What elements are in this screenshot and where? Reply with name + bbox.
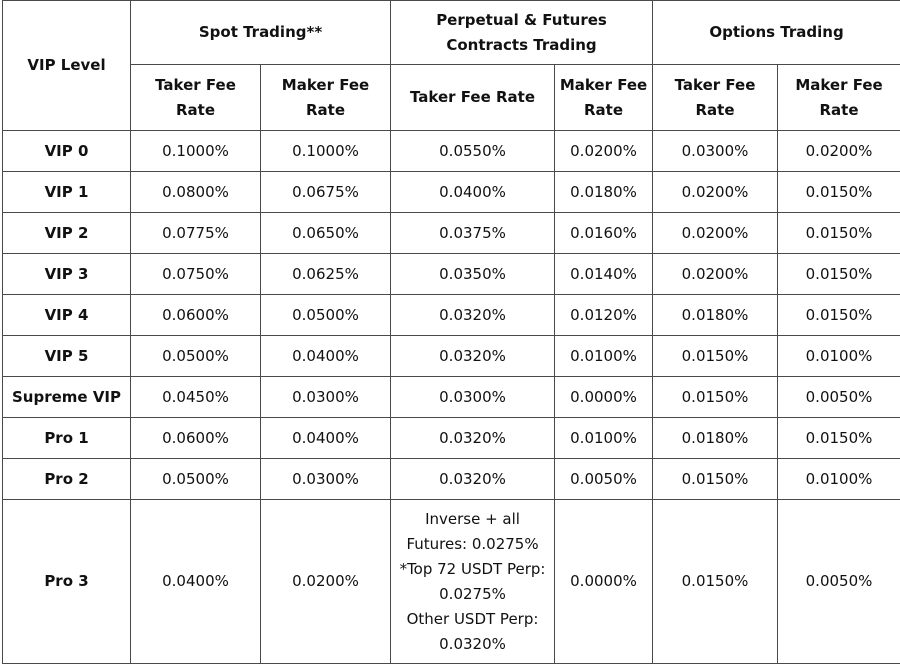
table-row: [3, 172, 900, 213]
perp-taker-cell: 0.0375%: [391, 213, 555, 254]
perp-taker-cell: 0.0320%: [391, 295, 555, 336]
perp-taker-cell: 0.0350%: [391, 254, 555, 295]
vip-level-header: VIP Level: [3, 1, 131, 131]
table-row: [3, 213, 900, 254]
spot-maker-cell: 0.0400%: [261, 418, 391, 459]
perp-taker-line: Futures: 0.0275%: [406, 534, 539, 553]
spot-maker-cell: 0.0200%: [261, 500, 391, 664]
spot-taker-cell: 0.0600%: [131, 295, 261, 336]
spot-taker-cell: 0.1000%: [131, 131, 261, 172]
spot-taker-cell: 0.0450%: [131, 377, 261, 418]
options-taker-cell: 0.0200%: [653, 213, 778, 254]
table-row: [3, 377, 900, 418]
spot-trading-header: Spot Trading**: [131, 1, 391, 65]
perp-taker-cell: 0.0300%: [391, 377, 555, 418]
spot-taker-cell: 0.0600%: [131, 418, 261, 459]
options-maker-cell: 0.0200%: [778, 131, 900, 172]
perp-maker-cell: 0.0100%: [555, 418, 653, 459]
spot-maker-cell: 0.0300%: [261, 377, 391, 418]
spot-maker-cell: 0.0625%: [261, 254, 391, 295]
table-row: [3, 131, 900, 172]
spot-maker-cell: 0.1000%: [261, 131, 391, 172]
options-maker-cell: 0.0100%: [778, 336, 900, 377]
options-taker-cell: 0.0200%: [653, 172, 778, 213]
options-maker-cell: 0.0100%: [778, 459, 900, 500]
perpetual-futures-header: Perpetual & Futures Contracts Trading: [391, 1, 653, 65]
header-sub-row: [3, 65, 900, 131]
options-maker-cell: 0.0150%: [778, 418, 900, 459]
perp-maker-cell: 0.0100%: [555, 336, 653, 377]
spot-maker-cell: 0.0675%: [261, 172, 391, 213]
spot-maker-cell: 0.0300%: [261, 459, 391, 500]
level-cell: Supreme VIP: [3, 377, 131, 418]
table-row: [3, 295, 900, 336]
options-maker-cell: 0.0050%: [778, 377, 900, 418]
level-cell: VIP 2: [3, 213, 131, 254]
options-taker-cell: 0.0150%: [653, 377, 778, 418]
options-taker-fee-header: Taker Fee Rate: [653, 65, 778, 131]
spot-taker-cell: 0.0400%: [131, 500, 261, 664]
perp-maker-cell: 0.0050%: [555, 459, 653, 500]
perp-taker-cell: 0.0320%: [391, 459, 555, 500]
spot-taker-cell: 0.0775%: [131, 213, 261, 254]
options-taker-cell: 0.0150%: [653, 336, 778, 377]
level-cell: VIP 0: [3, 131, 131, 172]
perp-taker-cell: 0.0400%: [391, 172, 555, 213]
options-taker-cell: 0.0300%: [653, 131, 778, 172]
perp-taker-line: *Top 72 USDT Perp:: [399, 559, 546, 578]
perp-taker-fee-header: Taker Fee Rate: [391, 65, 555, 131]
level-cell: VIP 3: [3, 254, 131, 295]
perp-taker-line: Other USDT Perp:: [406, 609, 539, 628]
level-cell: Pro 1: [3, 418, 131, 459]
options-taker-cell: 0.0150%: [653, 459, 778, 500]
perp-taker-cell: 0.0320%: [391, 336, 555, 377]
options-maker-cell: 0.0150%: [778, 213, 900, 254]
perp-maker-cell: 0.0200%: [555, 131, 653, 172]
perp-taker-line: 0.0275%: [439, 584, 506, 603]
perp-maker-cell: 0.0180%: [555, 172, 653, 213]
perp-taker-cell: 0.0320%: [391, 418, 555, 459]
options-taker-cell: 0.0200%: [653, 254, 778, 295]
perp-maker-cell: 0.0000%: [555, 500, 653, 664]
perp-taker-cell: 0.0550%: [391, 131, 555, 172]
level-cell: VIP 4: [3, 295, 131, 336]
header-group-row: [3, 1, 900, 65]
table-row: [3, 418, 900, 459]
options-maker-cell: 0.0150%: [778, 254, 900, 295]
options-maker-cell: 0.0150%: [778, 172, 900, 213]
table-row: [3, 459, 900, 500]
options-taker-cell: 0.0180%: [653, 295, 778, 336]
options-taker-cell: 0.0180%: [653, 418, 778, 459]
options-trading-header: Options Trading: [653, 1, 900, 65]
perp-maker-cell: 0.0140%: [555, 254, 653, 295]
perp-maker-cell: 0.0000%: [555, 377, 653, 418]
level-cell: Pro 2: [3, 459, 131, 500]
spot-maker-cell: 0.0500%: [261, 295, 391, 336]
spot-maker-cell: 0.0650%: [261, 213, 391, 254]
options-maker-fee-header: Maker Fee Rate: [778, 65, 900, 131]
spot-taker-cell: 0.0500%: [131, 459, 261, 500]
table-row: [3, 254, 900, 295]
perp-maker-cell: 0.0160%: [555, 213, 653, 254]
spot-taker-cell: 0.0500%: [131, 336, 261, 377]
perp-maker-cell: 0.0120%: [555, 295, 653, 336]
spot-taker-fee-header: Taker Fee Rate: [131, 65, 261, 131]
level-cell: VIP 5: [3, 336, 131, 377]
perp-maker-fee-header: Maker Fee Rate: [555, 65, 653, 131]
spot-taker-cell: 0.0800%: [131, 172, 261, 213]
spot-taker-cell: 0.0750%: [131, 254, 261, 295]
perp-taker-cell-multiline: [391, 500, 555, 664]
options-maker-cell: 0.0150%: [778, 295, 900, 336]
spot-maker-fee-header: Maker Fee Rate: [261, 65, 391, 131]
options-taker-cell: 0.0150%: [653, 500, 778, 664]
options-maker-cell: 0.0050%: [778, 500, 900, 664]
level-cell: Pro 3: [3, 500, 131, 664]
table-row: [3, 336, 900, 377]
table-row-pro3: [3, 500, 900, 664]
level-cell: VIP 1: [3, 172, 131, 213]
spot-maker-cell: 0.0400%: [261, 336, 391, 377]
perp-taker-line: 0.0320%: [439, 634, 506, 653]
perp-taker-line: Inverse + all: [425, 509, 520, 528]
vip-fee-table: [2, 0, 900, 664]
